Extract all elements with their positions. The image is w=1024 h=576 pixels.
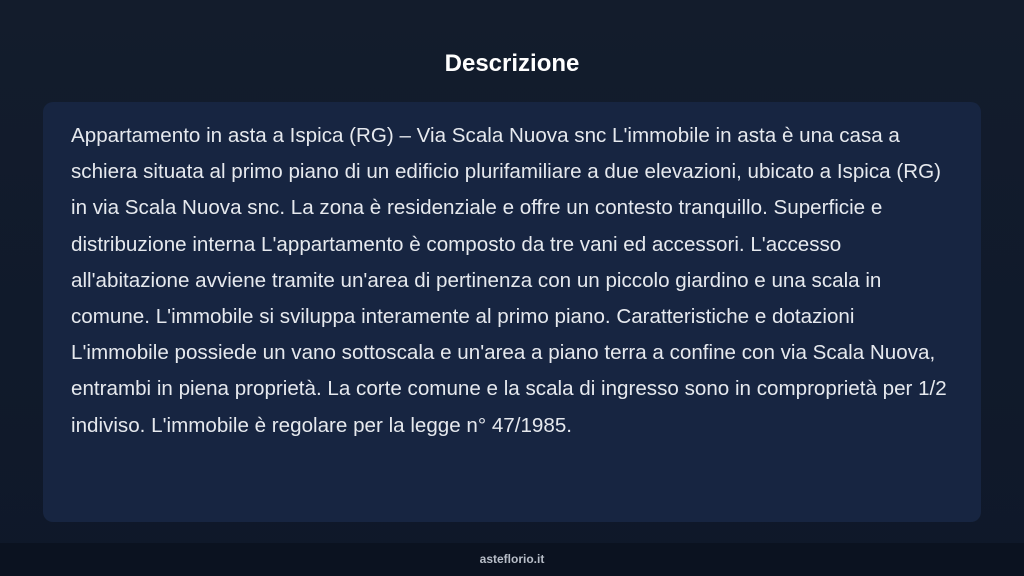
page-title: Descrizione (444, 50, 580, 77)
description-text: Appartamento in asta a Ispica (RG) – Via Scala Nuova snc L'immobile in asta è una casa a schiera situata al primo piano di un edificio plurifamiliare a due elevazioni, ubicato a Ispica (RG) in via Scala Nuova snc. La zona è residenziale e offre un contesto tranquillo. Superficie e distribuzione interna L'appartamento è composto da tre vani ed accessori. L'accesso all'abitazione avviene tramite un'area di pertinenza con un piccolo giardino e una scala in comune. L'immobile si sviluppa interamente al primo piano. Caratteristiche e dotazioni L'immobile possiede un vano sottoscala e un'area a piano terra a confine con via Scala Nuova, entrambi in piena proprietà. La corte comune e la scala di ingresso sono in comproprietà per 1/2 indiviso. L'immobile è regolare per la legge n° 47/1985. (71, 124, 947, 437)
description-card (43, 102, 981, 522)
footer-site-label: asteflorio.it (479, 552, 545, 566)
footer-bar (0, 543, 1024, 576)
